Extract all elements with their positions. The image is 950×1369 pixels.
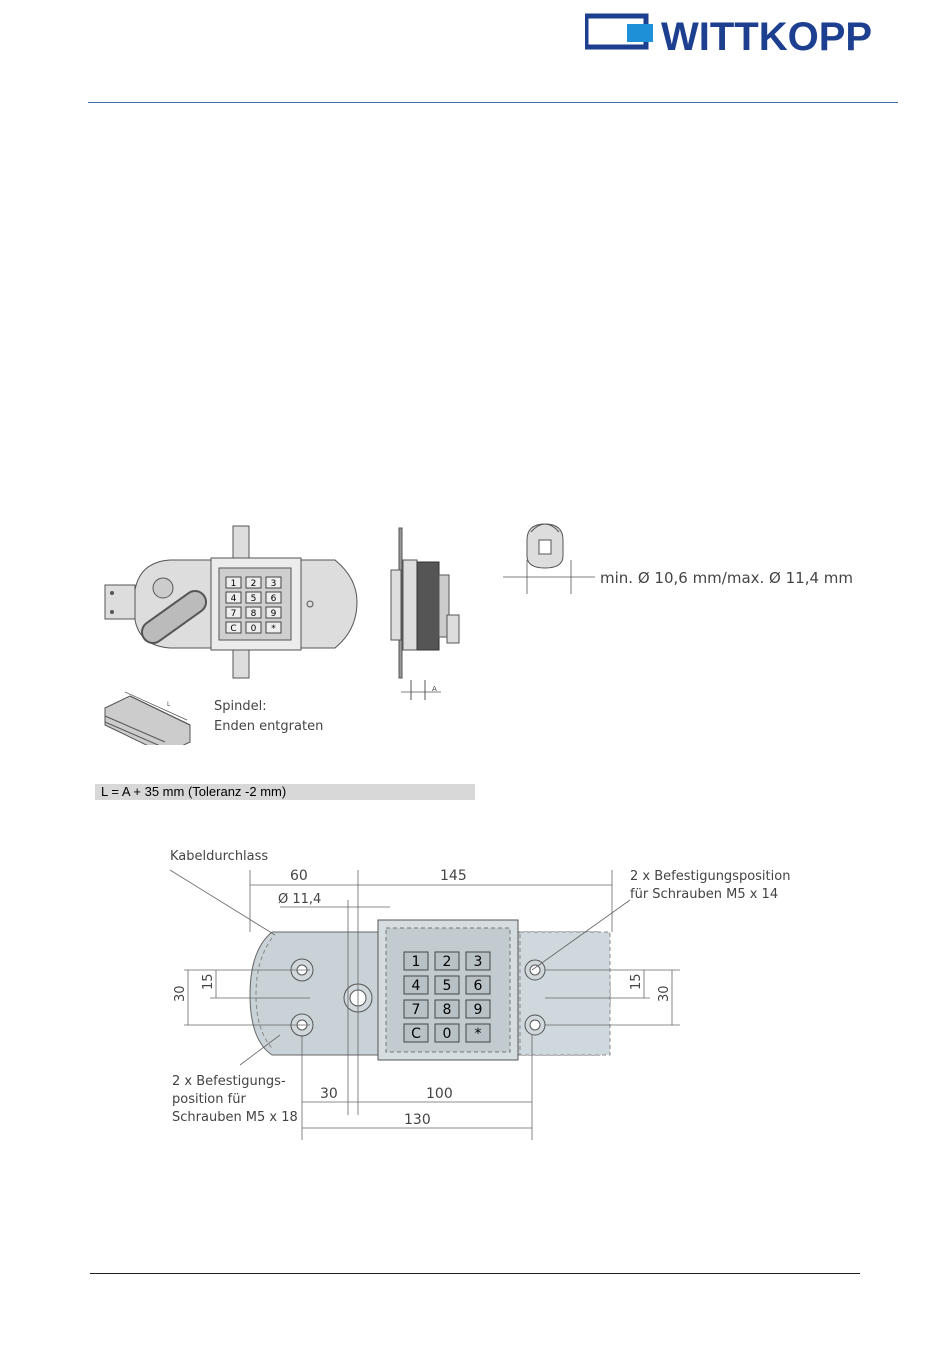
dim-15-left: 15 (201, 973, 216, 990)
spindle-note-line2: Enden entgraten (214, 719, 324, 734)
dim-15-right: 15 (629, 973, 644, 990)
screw-left-line3: Schrauben M5 x 18 (172, 1110, 298, 1125)
side-dim-label: A (432, 685, 437, 693)
brand-name: WITTKOPP (661, 15, 873, 55)
small-key: 7 (230, 609, 237, 619)
spindle-cross-section (503, 524, 853, 594)
screw-left-line1: 2 x Befestigungs- (172, 1074, 286, 1089)
small-key: C (230, 624, 237, 634)
dim-30-right: 30 (657, 985, 672, 1002)
small-key: 3 (270, 579, 277, 589)
small-key: 9 (270, 609, 277, 619)
small-key: 8 (250, 609, 257, 619)
screw-right-line1: 2 x Befestigungsposition (630, 869, 791, 884)
wittkopp-logo (585, 10, 905, 55)
dim-130: 130 (404, 1112, 431, 1128)
small-key: 0 (250, 624, 257, 634)
lock-overview-drawing (95, 520, 875, 745)
large-key: 8 (442, 1002, 452, 1018)
large-key: 4 (411, 978, 421, 994)
dim-30-left: 30 (173, 985, 188, 1002)
screw-left-line2: position für (172, 1092, 246, 1107)
small-key: 4 (230, 594, 237, 604)
lock-side-view (391, 528, 459, 700)
small-key: 5 (250, 594, 257, 604)
spindle-note-line1: Spindel: (214, 699, 267, 714)
dim-30-bottom: 30 (320, 1086, 338, 1102)
small-key: 6 (270, 594, 277, 604)
lock-front-view (105, 526, 357, 678)
lock-body-outline (250, 920, 610, 1060)
large-key: 0 (442, 1026, 452, 1042)
diameter-label: min. Ø 10,6 mm/max. Ø 11,4 mm (600, 569, 854, 587)
small-key: 2 (250, 579, 257, 589)
dim-145: 145 (440, 868, 467, 884)
large-key: 1 (411, 954, 421, 970)
large-key: 9 (473, 1002, 483, 1018)
spindle-dim-label: L (167, 701, 171, 708)
small-key: * (271, 624, 276, 634)
large-key: 3 (473, 954, 483, 970)
mounting-dimension-drawing (160, 840, 880, 1140)
footer-divider (90, 1273, 860, 1274)
large-key: * (474, 1026, 482, 1042)
small-key: 1 (230, 579, 237, 589)
large-key: C (411, 1026, 421, 1042)
screw-right-line2: für Schrauben M5 x 14 (630, 887, 779, 902)
dim-diameter: Ø 11,4 (278, 892, 322, 907)
large-key: 2 (442, 954, 452, 970)
dim-100: 100 (426, 1086, 453, 1102)
large-key: 6 (473, 978, 483, 994)
large-key: 7 (411, 1002, 421, 1018)
spindle-drawing (105, 692, 323, 745)
length-formula: L = A + 35 mm (Toleranz -2 mm) (95, 784, 475, 800)
header-divider (88, 102, 898, 103)
dim-60: 60 (290, 868, 308, 884)
cable-passage-label: Kabeldurchlass (170, 849, 269, 864)
large-key: 5 (442, 978, 452, 994)
